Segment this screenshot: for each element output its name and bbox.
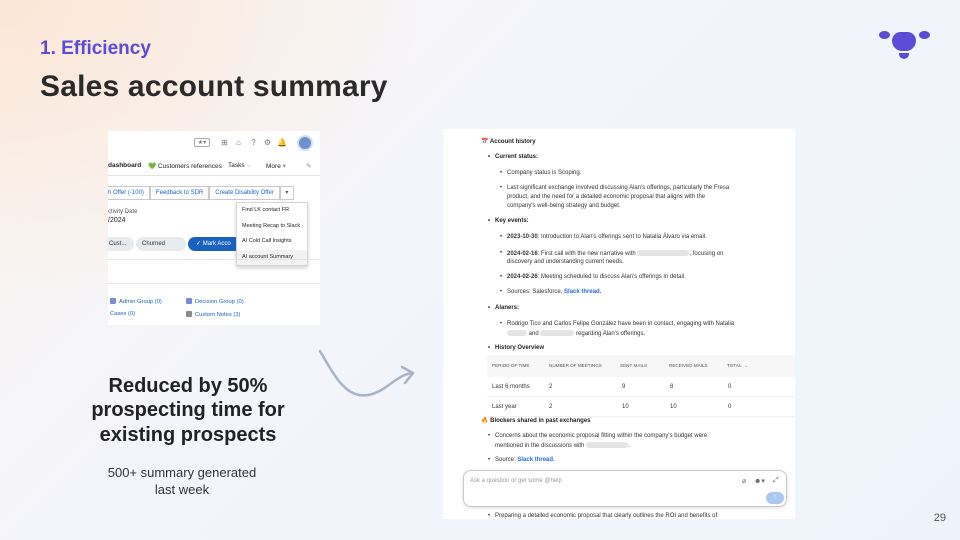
table-scroll-icon[interactable]: ↔ bbox=[744, 363, 749, 368]
summary-screenshot bbox=[443, 129, 795, 519]
event-3: • 2024-02-26: Meeting scheduled to discuss Alan's offerings in detail. bbox=[507, 274, 686, 280]
alaners-line-1: • Rodrigo Tico and Carlos Felipe González have been in contact, engaging with Natalia bbox=[507, 321, 734, 327]
group-icon bbox=[186, 298, 192, 304]
page-number: 29 bbox=[933, 512, 946, 524]
caret-down-icon: ▾ bbox=[282, 163, 286, 170]
redacted-name bbox=[637, 250, 689, 256]
stage-churned[interactable]: Churned bbox=[136, 237, 186, 251]
slack-thread-link[interactable]: Slack thread. bbox=[564, 289, 602, 295]
bell-icon[interactable]: 🔔 bbox=[277, 138, 287, 147]
mark-account-button[interactable]: ✓ Mark Acco bbox=[188, 237, 236, 251]
blocker-line-1: • Concerns about the economic proposal fitting within the company's budget were bbox=[495, 433, 707, 439]
chevron-down-icon: ⌵ bbox=[246, 162, 252, 169]
nav-more[interactable]: More ▾ bbox=[266, 163, 286, 170]
account-history-heading: 📅 Account history bbox=[481, 139, 536, 145]
table-row: Last year 2 10 10 0 bbox=[487, 397, 795, 417]
heart-icon: 💚 bbox=[148, 163, 157, 170]
status-line: • Company status is Scoping. bbox=[507, 170, 581, 176]
slack-thread-link[interactable]: Slack thread. bbox=[517, 457, 555, 463]
event-2: • 2024-02-16: First call with the new narrative with , focusing on bbox=[507, 250, 723, 257]
check-icon: ✓ bbox=[196, 241, 202, 247]
crm-nav bbox=[108, 159, 320, 173]
actions-dropdown bbox=[236, 202, 308, 266]
stage-path bbox=[108, 237, 236, 251]
divider bbox=[108, 175, 320, 176]
attach-icon[interactable]: ⌀ bbox=[742, 478, 747, 485]
divider bbox=[108, 259, 320, 260]
redacted-name bbox=[540, 330, 574, 336]
last-exchange-line-2: product, and the need for a detailed economic proposal that aligns with the bbox=[507, 194, 706, 200]
custom-notes-link[interactable]: Custom Notes (3) bbox=[186, 311, 240, 318]
decision-group-link[interactable]: Decision Group (0) bbox=[186, 298, 244, 305]
cases-link[interactable]: Cases (0) bbox=[110, 311, 136, 317]
event-2-cont: discovery and understanding current needs. bbox=[507, 259, 624, 265]
send-button[interactable]: ↑ bbox=[766, 492, 784, 504]
group-icon bbox=[110, 298, 116, 304]
avatar[interactable] bbox=[297, 135, 313, 151]
bot-icon[interactable]: ☻▾ bbox=[754, 478, 765, 485]
chat-input-box[interactable] bbox=[463, 470, 787, 507]
page-title: Sales account summary bbox=[40, 70, 388, 103]
admin-group-link[interactable]: Admin Group (0) bbox=[110, 298, 162, 305]
action-button-group bbox=[108, 186, 294, 200]
subtext: 500+ summary generated last week bbox=[107, 465, 257, 497]
source-line: • Source: Slack thread. bbox=[495, 457, 555, 463]
expand-icon[interactable]: ⤢ bbox=[773, 477, 779, 484]
event-1: • 2023-10-30: Introduction to Alan's offerings sent to Natalia Álvaro via email. bbox=[507, 234, 707, 240]
redacted-name bbox=[507, 330, 527, 336]
crm-topbar bbox=[108, 131, 320, 153]
gear-icon[interactable]: ⚙ bbox=[263, 138, 272, 147]
menu-item-ai-account-summary[interactable]: AI account Summary bbox=[237, 250, 307, 266]
table-header: PERIOD OF TIME NUMBER OF MEETINGS SENT MAILS RECEIVED MAILS TOTAL ↔ bbox=[487, 355, 795, 377]
pencil-icon[interactable]: ✎ bbox=[306, 163, 312, 170]
trailhead-icon[interactable]: ⌂ bbox=[236, 138, 241, 147]
table-row: Last 6 months 2 9 8 0 bbox=[487, 377, 795, 397]
alaners-line-2: and regarding Alan's offerings. bbox=[507, 330, 645, 337]
menu-item-find-lk-contact[interactable]: Find LK contact FR bbox=[242, 207, 290, 213]
chat-input[interactable]: Ask a question or get some @help bbox=[470, 478, 562, 484]
last-exchange-line-3: company's well-being strategy and budget. bbox=[507, 203, 621, 209]
headline: Reduced by 50% prospecting time for existing prospects bbox=[91, 375, 285, 446]
nav-dashboard[interactable]: dashboard bbox=[108, 162, 142, 169]
offer-button[interactable]: h Offer (-100) bbox=[108, 186, 150, 200]
stage-customer[interactable]: Cust... bbox=[108, 237, 134, 251]
more-actions-button[interactable]: ▾ bbox=[280, 186, 294, 200]
activity-date-value: /2024 bbox=[108, 217, 126, 224]
menu-item-meeting-recap[interactable]: Meeting Recap to Slack bbox=[242, 222, 301, 229]
menu-item-ai-cold-call[interactable]: AI Cold Call Insights bbox=[242, 238, 292, 244]
activity-date-label: ctivity Date bbox=[108, 209, 138, 215]
preparing-line: • Preparing a detailed economic proposal that clearly outlines the ROI and benefits of bbox=[495, 513, 717, 519]
current-status-label: • Current status: bbox=[495, 154, 538, 160]
favorites-icon[interactable]: ★▾ bbox=[194, 138, 210, 147]
divider bbox=[108, 283, 320, 284]
last-exchange-line-1: • Last significant exchange involved discussing Alan's offerings, particularly the Fresa bbox=[507, 185, 729, 191]
key-events-label: • Key events: bbox=[495, 218, 529, 224]
redacted-name bbox=[586, 442, 628, 448]
create-disability-offer-button[interactable]: Create Disability Offer bbox=[209, 186, 280, 200]
crm-screenshot bbox=[108, 131, 320, 325]
brand-logo-icon bbox=[878, 28, 932, 62]
sources-line: • Sources: Salesforce, Slack thread. bbox=[507, 289, 601, 295]
nav-customers-references[interactable]: 💚 Customers references bbox=[148, 163, 222, 170]
nav-tasks[interactable]: Tasks ⌵ bbox=[228, 162, 252, 169]
blockers-heading: 🔥 Blockers shared in past exchanges bbox=[481, 418, 591, 424]
feedback-to-sdr-button[interactable]: Feedback to SDR bbox=[150, 186, 209, 200]
blocker-line-2: mentioned in the discussions with . bbox=[495, 443, 630, 449]
notes-icon bbox=[186, 311, 192, 317]
alaners-label: • Alaners: bbox=[495, 305, 519, 311]
section-label: 1. Efficiency bbox=[40, 38, 151, 59]
add-icon[interactable]: ⊞ bbox=[221, 138, 228, 147]
curved-arrow-icon bbox=[312, 345, 422, 405]
history-overview-label: • History Overview bbox=[495, 345, 544, 351]
help-icon[interactable]: ? bbox=[251, 138, 256, 147]
